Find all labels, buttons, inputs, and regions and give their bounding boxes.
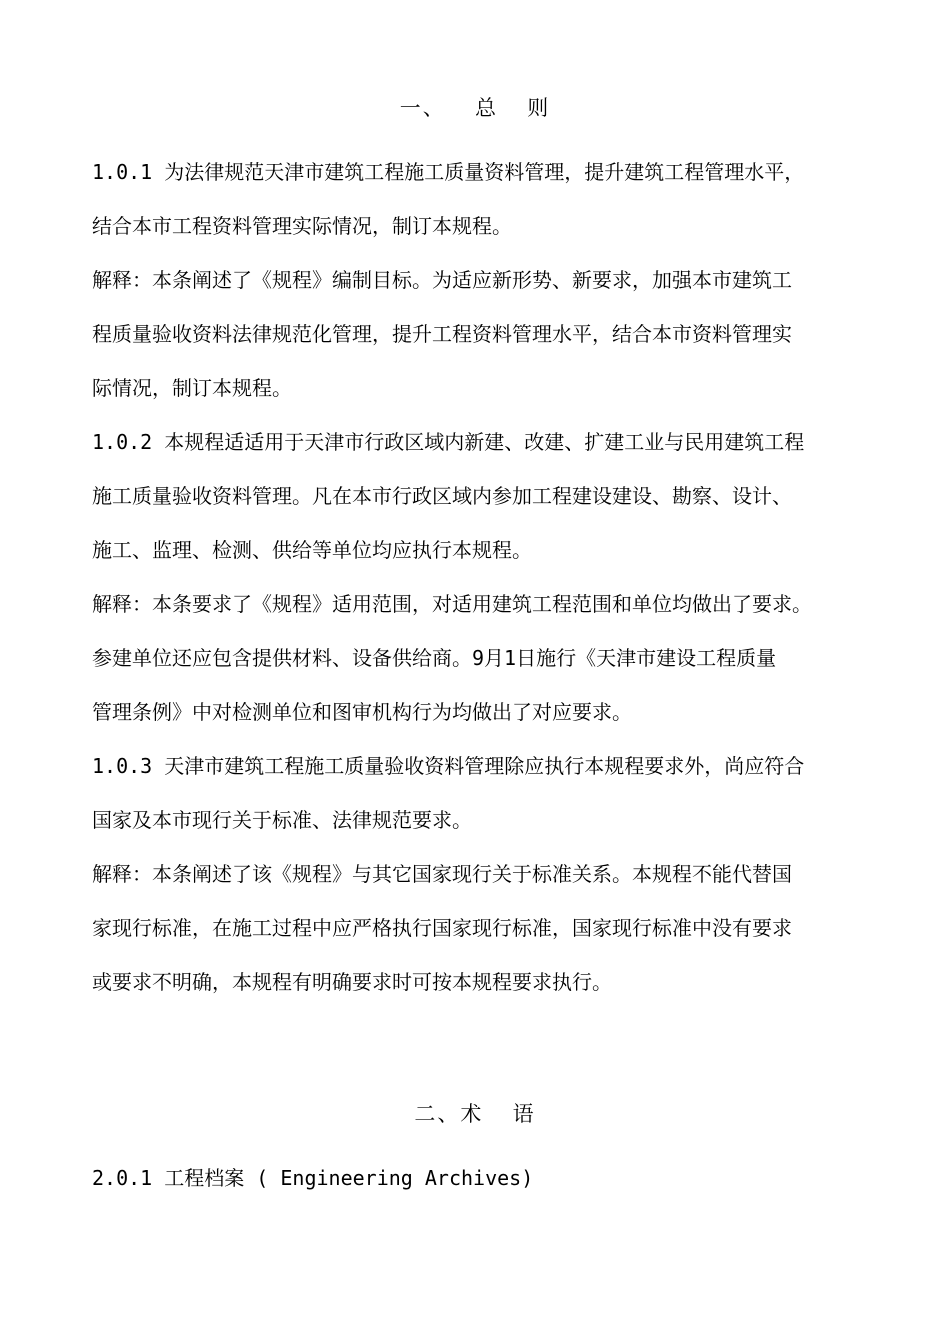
paragraph-line: 施工质量验收资料管理。凡在本市行政区域内参加工程建设建设、勘察、设计、 [92,484,792,508]
paragraph-line: 解释：本条阐述了《规程》编制目标。为适应新形势、新要求，加强本市建筑工 [92,268,792,292]
paragraph-line: 参建单位还应包含提供材料、设备供给商。9月1日施行《天津市建设工程质量 [92,646,777,670]
section-1-heading: 一、 总 则 [399,96,551,120]
section-2-heading: 二、术 语 [414,1102,536,1126]
paragraph-line: 或要求不明确，本规程有明确要求时可按本规程要求执行。 [92,970,612,994]
section-2-body [92,1162,892,1216]
paragraph-line: 1.0.2 本规程适适用于天津市行政区域内新建、改建、扩建工业与民用建筑工程 [92,430,805,454]
paragraph-line: 家现行标准，在施工过程中应严格执行国家现行标准，国家现行标准中没有要求 [92,916,792,940]
paragraph-line: 解释：本条阐述了该《规程》与其它国家现行关于标准关系。本规程不能代替国 [92,862,792,886]
paragraph-line: 管理条例》中对检测单位和图审机构行为均做出了对应要求。 [92,700,632,724]
paragraph-line: 施工、监理、检测、供给等单位均应执行本规程。 [92,538,532,562]
paragraph-line: 结合本市工程资料管理实际情况，制订本规程。 [92,214,512,238]
paragraph-line: 1.0.1 为法律规范天津市建筑工程施工质量资料管理，提升建筑工程管理水平， [92,160,805,184]
paragraph-line: 际情况，制订本规程。 [92,376,292,400]
paragraph-line: 1.0.3 天津市建筑工程施工质量验收资料管理除应执行本规程要求外，尚应符合 [92,754,805,778]
paragraph-line: 2.0.1 工程档案 ( Engineering Archives) [92,1166,534,1190]
paragraph-line: 程质量验收资料法律规范化管理，提升工程资料管理水平，结合本市资料管理实 [92,322,792,346]
paragraph-line: 国家及本市现行关于标准、法律规范要求。 [92,808,472,832]
section-1-body [92,156,892,1020]
paragraph-line: 解释：本条要求了《规程》适用范围，对适用建筑工程范围和单位均做出了要求。 [92,592,812,616]
